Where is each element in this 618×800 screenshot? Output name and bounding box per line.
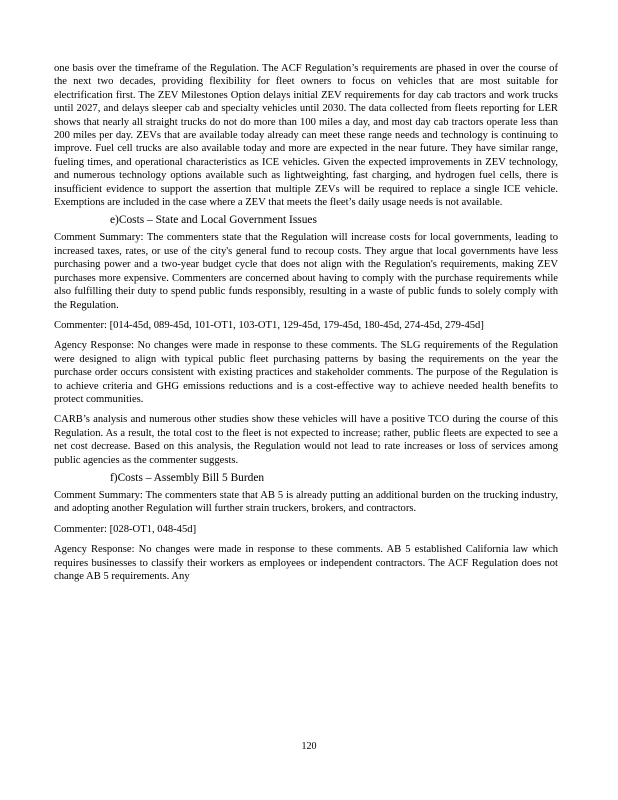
carb-analysis-paragraph: CARB’s analysis and numerous other studies show these vehicles will have a positive TCO during the course of this Regulation. As a result, the total cost to the fleet is not expected to increase; rather, public fleets are expected to see a net cost decrease. Based on this analysis, the Regulation would not lead to rate increases or loss of services among public agencies as the commenter suggests. bbox=[54, 414, 558, 466]
comment-summary-ab5: Comment Summary: The commenters state that AB 5 is already putting an additional burden on the trucking industry, and adopting another Regulation will further strain truckers, brokers, and contractors. bbox=[54, 489, 558, 515]
document-page bbox=[54, 62, 558, 583]
page-number: 120 bbox=[301, 741, 317, 752]
section-heading-state-local-government: e)Costs – State and Local Government Issues bbox=[110, 214, 317, 227]
agency-response-state-local: Agency Response: No changes were made in response to these comments. The SLG requirements of the Regulation were designed to align with typical public fleet purchasing patterns by basing the requirements on the year the purchase order occurs consistent with existing practices and stakeholder comments. The purpose of the Regulation is to achieve criteria and GHG emissions reductions and is a cost-effective way to achieve needed health benefits to protect communities. bbox=[54, 340, 558, 405]
agency-response-ab5: Agency Response: No changes were made in response to these comments. AB 5 established California law which requires businesses to classify their workers as employees or independent contractors. The ACF Regulation does not change AB 5 requirements. Any bbox=[54, 544, 558, 582]
comment-summary-state-local: Comment Summary: The commenters state that the Regulation will increase costs for local governments, leading to increased taxes, rates, or use of the city's general fund to recoup costs. They argue that local governments have less purchasing power and a two-year budget cycle that does not align with the Regulation's requirements, making ZEV purchases more expensive. Commenters are concerned about having to comply with the purchase requirements while also fulfilling their duty to spend public funds responsibly, resulting in a waste of public funds to solely comply with the Regulation. bbox=[54, 232, 558, 311]
section-heading-ab5-burden: f)Costs – Assembly Bill 5 Burden bbox=[110, 471, 265, 484]
commenter-list-ab5: Commenter: [028-OT1, 048-45d] bbox=[54, 523, 197, 535]
paragraph-zev-milestones: one basis over the timeframe of the Regulation. The ACF Regulation’s requirements are phased in over the course of the next two decades, providing flexibility for fleet owners to focus on vehicles that are most suitable for electrification first. The ZEV Milestones Option delays initial ZEV requirements for day cab tractors and work trucks until 2027, and delays sleeper cab and specialty vehicles until 2030. The data collected from fleets reporting for LER shows that nearly all straight trucks do not do more than 100 miles a day, and most day cab tractors operate less than 200 miles per day. ZEVs that are available today already can meet these range needs and technology is continuing to improve. Fuel cell trucks are also available today and more are expected in the near future. They have similar range, fueling times, and operational characteristics as ICE vehicles. Given the expected improvements in ZEV technology, and numerous technology options available such as lightweighting, fast charging, and hydrogen fuel cells, there is insufficient evidence to support the assertion that multiple ZEVs will be required to replace a single ICE vehicle. Exemptions are included in the case where a ZEV that meets the fleet’s daily usage needs is not available. bbox=[54, 63, 558, 209]
commenter-list-state-local: Commenter: [014-45d, 089-45d, 101-OT1, 103-OT1, 129-45d, 179-45d, 180-45d, 274-45d, 279-45d] bbox=[54, 319, 484, 331]
